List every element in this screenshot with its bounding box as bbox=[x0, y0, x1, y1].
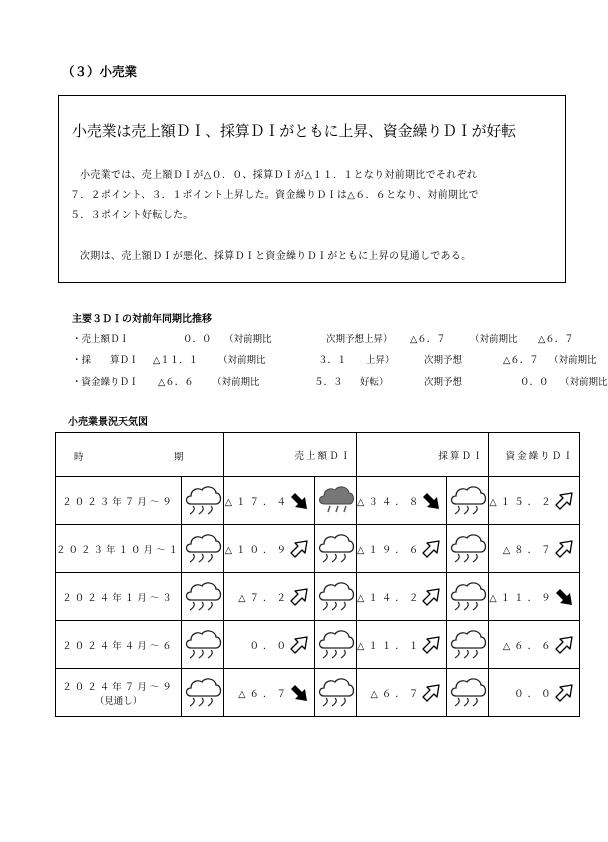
cloud-icon bbox=[316, 628, 356, 662]
sales-value: ０．０ bbox=[249, 640, 291, 652]
sales-weather-cell bbox=[182, 573, 224, 621]
profit-value: △１１．１ bbox=[357, 640, 423, 652]
profit-value: △３４．８ bbox=[357, 496, 423, 508]
funds-value: △８．７ bbox=[502, 544, 555, 556]
funds-value: △６．６ bbox=[502, 640, 555, 652]
profit-weather-cell bbox=[315, 525, 357, 573]
trend-comparison: （対前期比 bbox=[212, 377, 260, 388]
sales-weather-cell bbox=[182, 525, 224, 573]
funds-value-cell bbox=[489, 525, 579, 573]
trend-change: ３．１ bbox=[318, 355, 347, 366]
funds-value: △１１．９ bbox=[489, 592, 555, 604]
summary-paragraph-line-1: 小売業では、売上額ＤＩが△０．０、採算ＤＩが△１１．１となり対前期比でそれぞれ bbox=[80, 170, 478, 181]
header-period-b: 期 bbox=[174, 452, 184, 463]
period-cell bbox=[56, 669, 182, 717]
trend-forecast: ０．０ bbox=[520, 377, 549, 388]
trend-forecast: △６．７ bbox=[410, 334, 446, 345]
cloud-icon bbox=[448, 532, 488, 566]
trend-change: ５．３ bbox=[314, 377, 343, 388]
summary-paragraph-line-3: ５．３ポイント好転した。 bbox=[70, 210, 194, 221]
period-label: ２０２４年１月～３ bbox=[62, 592, 175, 604]
trend-label: ・売上額ＤＩ bbox=[72, 334, 130, 345]
sales-value: △７．２ bbox=[238, 592, 291, 604]
trend-forecast-comparison: （対前期比 bbox=[470, 334, 518, 345]
trend-current: △１１．１ bbox=[153, 355, 199, 366]
trend-forecast-comparison: （対前期比 bbox=[560, 377, 608, 388]
sales-value: △６．７ bbox=[238, 688, 291, 700]
cloud-icon bbox=[183, 532, 223, 566]
weather-map-heading: 小売業景況天気図 bbox=[68, 417, 148, 428]
trend-current: △６．６ bbox=[158, 377, 194, 388]
trend-comparison: （対前期比 bbox=[218, 355, 266, 366]
profit-weather-cell bbox=[315, 621, 357, 669]
sales-value-cell bbox=[224, 573, 315, 621]
cloud-icon bbox=[183, 580, 223, 614]
weather-map-row bbox=[56, 525, 580, 573]
period-label: ２０２３年７月～９ bbox=[62, 496, 175, 508]
arrow-up-outline bbox=[288, 538, 310, 560]
sales-value-cell bbox=[224, 477, 315, 525]
profit-value-cell bbox=[357, 621, 447, 669]
trend-forecast-label: 次期予想 bbox=[424, 377, 463, 388]
arrow-up-outline bbox=[420, 682, 442, 704]
weather-map-row bbox=[56, 477, 580, 525]
cloud-icon bbox=[448, 628, 488, 662]
period-cell bbox=[56, 573, 182, 621]
period-note: （見通し） bbox=[94, 695, 143, 707]
arrow-up-outline bbox=[288, 634, 310, 656]
weather-map-header-row bbox=[56, 433, 580, 477]
profit-value-cell bbox=[357, 525, 447, 573]
trend-forecast-label: 次期予想 bbox=[424, 355, 463, 366]
trend-direction: 好転） bbox=[360, 377, 389, 388]
funds-value: ０．０ bbox=[514, 688, 555, 700]
sales-weather-cell bbox=[182, 669, 224, 717]
arrow-up-outline bbox=[553, 634, 575, 656]
trend-direction: 上昇） bbox=[366, 355, 395, 366]
profit-value: △１９．６ bbox=[357, 544, 423, 556]
cloud-icon bbox=[316, 532, 356, 566]
sales-value-cell bbox=[224, 525, 315, 573]
cloud-icon bbox=[316, 676, 356, 710]
profit-value: △１４．２ bbox=[357, 592, 423, 604]
cloud-icon bbox=[183, 628, 223, 662]
sales-weather-cell bbox=[182, 621, 224, 669]
summary-heading: 小売業は売上額ＤＩ、採算ＤＩがともに上昇、資金繰りＤＩが好転 bbox=[72, 122, 517, 140]
header-period bbox=[56, 433, 224, 477]
profit-value-cell bbox=[357, 573, 447, 621]
trend-current: ０．０ bbox=[183, 334, 212, 345]
trend-forecast: △６．７ bbox=[503, 355, 539, 366]
arrow-up-outline bbox=[420, 538, 442, 560]
sales-value: △１７．４ bbox=[224, 496, 291, 508]
weather-map-table bbox=[55, 432, 580, 717]
funds-value-cell bbox=[489, 477, 579, 525]
cloud-icon bbox=[183, 676, 223, 710]
arrow-up-outline bbox=[553, 490, 575, 512]
cloud-icon bbox=[448, 676, 488, 710]
sales-value-cell bbox=[224, 621, 315, 669]
funds-value-cell bbox=[489, 573, 579, 621]
trend-heading: 主要３ＤＩの対前年同期比推移 bbox=[72, 314, 212, 325]
arrow-down-filled bbox=[288, 490, 310, 512]
arrow-down-filled bbox=[420, 490, 442, 512]
weather-map-row bbox=[56, 621, 580, 669]
profit-weather-cell bbox=[315, 477, 357, 525]
header-period-a: 時 bbox=[74, 452, 84, 463]
arrow-up-outline bbox=[420, 634, 442, 656]
arrow-up-outline bbox=[553, 682, 575, 704]
trend-forecast-comparison: （対前期比 bbox=[549, 355, 597, 366]
trend-comparison: （対前期比 bbox=[224, 334, 272, 345]
period-cell bbox=[56, 621, 182, 669]
funds-weather-cell bbox=[447, 669, 489, 717]
weather-map-row bbox=[56, 573, 580, 621]
profit-value-cell bbox=[357, 477, 447, 525]
cloud-icon bbox=[448, 580, 488, 614]
period-label: ２０２４年４月～６ bbox=[62, 640, 175, 652]
section-title: （３）小売業 bbox=[62, 64, 138, 79]
profit-value-cell bbox=[357, 669, 447, 717]
rain-cloud-icon bbox=[316, 484, 356, 518]
arrow-up-outline bbox=[288, 586, 310, 608]
profit-weather-cell bbox=[315, 573, 357, 621]
trend-extra: △６．７ bbox=[538, 334, 574, 345]
period-label: ２０２４年７月～９ bbox=[62, 681, 175, 693]
trend-forecast-note: 次期予想上昇） bbox=[326, 334, 393, 345]
header-funds: 資金繰りＤＩ bbox=[489, 433, 579, 477]
arrow-down-filled bbox=[553, 586, 575, 608]
arrow-down-filled bbox=[288, 682, 310, 704]
sales-value: △１０．９ bbox=[224, 544, 291, 556]
period-label: ２０２３年１０月～１ bbox=[56, 544, 182, 556]
cloud-icon bbox=[316, 580, 356, 614]
summary-paragraph-line-2: ７．２ポイント、３．１ポイント上昇した。資金繰りＤＩは△６．６となり、対前期比で bbox=[70, 190, 479, 201]
profit-weather-cell bbox=[315, 669, 357, 717]
trend-label: ・採 算ＤＩ bbox=[72, 355, 139, 366]
funds-weather-cell bbox=[447, 525, 489, 573]
summary-forecast-paragraph: 次期は、売上額ＤＩが悪化、採算ＤＩと資金繰りＤＩがともに上昇の見通しである。 bbox=[80, 251, 472, 262]
arrow-up-outline bbox=[553, 538, 575, 560]
header-sales: 売上額ＤＩ bbox=[224, 433, 357, 477]
arrow-up-outline bbox=[420, 586, 442, 608]
funds-weather-cell bbox=[447, 621, 489, 669]
period-cell bbox=[56, 477, 182, 525]
sales-value-cell bbox=[224, 669, 315, 717]
sales-weather-cell bbox=[182, 477, 224, 525]
period-cell bbox=[56, 525, 182, 573]
cloud-icon bbox=[448, 484, 488, 518]
trend-label: ・資金繰りＤＩ bbox=[72, 377, 139, 388]
funds-weather-cell bbox=[447, 477, 489, 525]
header-profit: 採算ＤＩ bbox=[357, 433, 489, 477]
funds-value-cell bbox=[489, 621, 579, 669]
cloud-icon bbox=[183, 484, 223, 518]
weather-map-row bbox=[56, 669, 580, 717]
funds-value: △１５．２ bbox=[489, 496, 555, 508]
profit-value: △６．７ bbox=[370, 688, 423, 700]
funds-value-cell bbox=[489, 669, 579, 717]
funds-weather-cell bbox=[447, 573, 489, 621]
